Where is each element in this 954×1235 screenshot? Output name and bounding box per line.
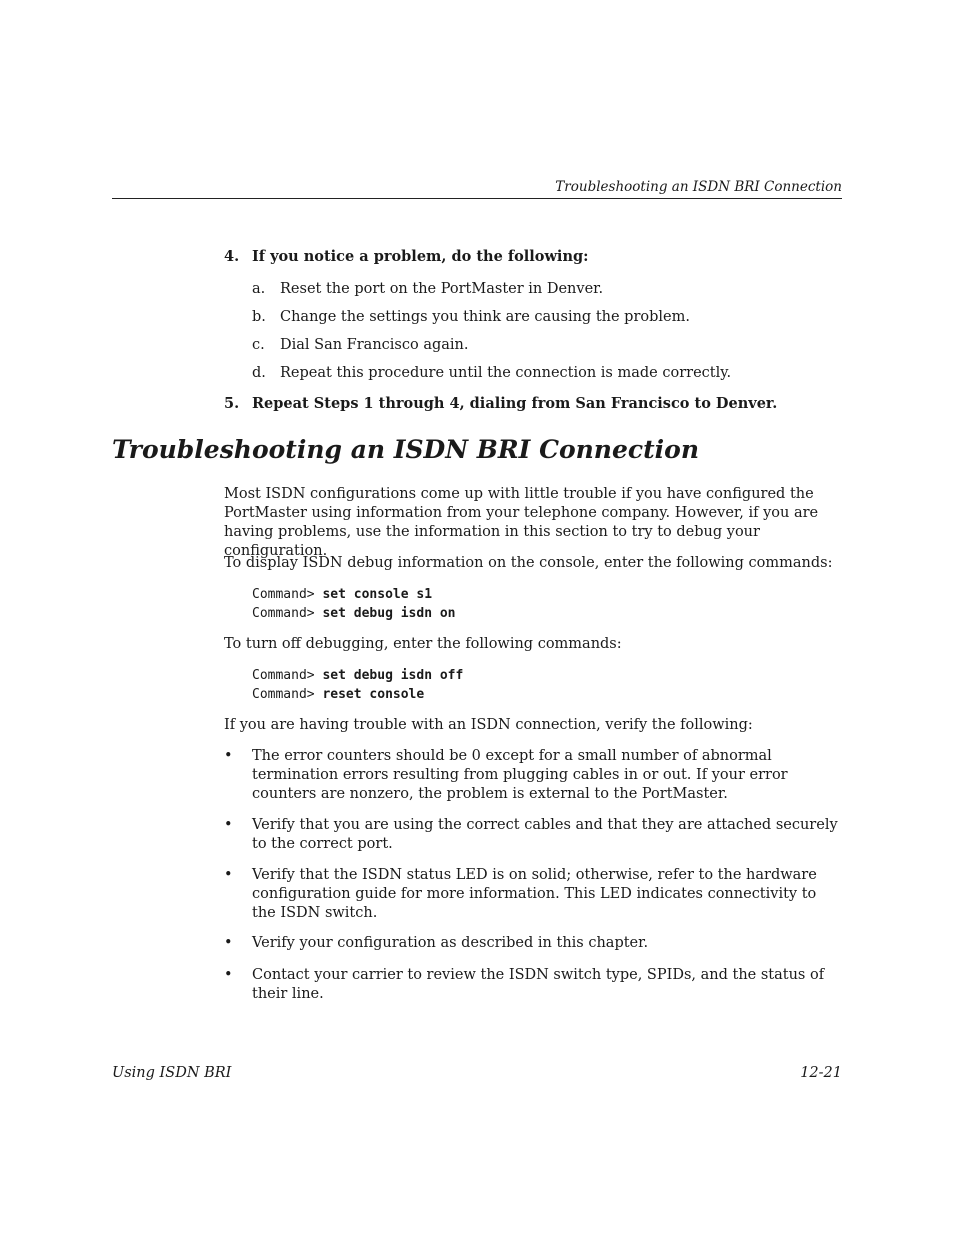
bullet-icon: •	[224, 748, 233, 764]
list-item	[224, 816, 844, 854]
list-item	[224, 934, 844, 953]
code-line	[252, 585, 432, 604]
substep-letter: d.	[252, 365, 266, 381]
list-item-text: Contact your carrier to review the ISDN switch type, SPIDs, and the status of their line.	[252, 967, 825, 1002]
step-text: Repeat Steps 1 through 4, dialing from San Francisco to Denver.	[252, 395, 778, 412]
step-text: If you notice a problem, do the following:	[252, 248, 589, 265]
bullet-icon: •	[224, 967, 233, 983]
command-prompt: Command>	[252, 606, 315, 621]
command-text: reset console	[322, 687, 425, 702]
debug-off-paragraph: To turn off debugging, enter the following commands:	[224, 636, 622, 652]
command-prompt: Command>	[252, 587, 315, 602]
substep-a	[252, 280, 603, 298]
substep-letter: a.	[252, 281, 266, 297]
substep-text: Change the settings you think are causing the problem.	[280, 309, 690, 325]
list-item-text: The error counters should be 0 except for a small number of abnormal termination errors resulting from plugging cables in or out. If your error counters are nonzero, the problem is external to the PortMaster.	[252, 748, 788, 802]
bullet-icon: •	[224, 817, 233, 833]
substep-letter: c.	[252, 337, 265, 353]
code-line	[252, 666, 463, 685]
substep-text: Dial San Francisco again.	[280, 337, 469, 353]
list-item-text: Verify that you are using the correct cables and that they are attached securely to the correct port.	[252, 817, 838, 852]
bullet-icon: •	[224, 935, 233, 951]
command-text: set console s1	[322, 587, 433, 602]
step-5	[224, 395, 777, 413]
substep-b	[252, 308, 690, 326]
list-item-text: Verify that the ISDN status LED is on solid; otherwise, refer to the hardware configuration guide for more information. This LED indicates connectivity to the ISDN switch.	[252, 867, 817, 921]
substep-letter: b.	[252, 309, 266, 325]
list-item	[224, 747, 844, 804]
substep-text: Repeat this procedure until the connection is made correctly.	[280, 365, 732, 381]
substep-text: Reset the port on the PortMaster in Denver.	[280, 281, 604, 297]
bullet-icon: •	[224, 867, 233, 883]
command-text: set debug isdn on	[322, 606, 456, 621]
footer-page-number: 12-21	[800, 1065, 842, 1081]
step-number: 4.	[224, 248, 240, 265]
step-number: 5.	[224, 395, 240, 412]
command-text: set debug isdn off	[322, 668, 464, 683]
command-prompt: Command>	[252, 687, 315, 702]
code-line	[252, 685, 424, 704]
command-prompt: Command>	[252, 668, 315, 683]
list-item	[224, 966, 844, 1004]
intro-paragraph: Most ISDN configurations come up with little trouble if you have configured the PortMaster using information from your telephone company. However, if you are having problems, use the information in this section to try to debug your configuration.	[224, 486, 819, 559]
substep-d	[252, 364, 731, 382]
section-title: Troubleshooting an ISDN BRI Connection	[112, 435, 700, 464]
debug-on-paragraph: To display ISDN debug information on the console, enter the following commands:	[224, 555, 833, 571]
footer-book-title: Using ISDN BRI	[112, 1065, 232, 1081]
list-item-text: Verify your configuration as described in this chapter.	[252, 935, 649, 951]
verify-paragraph: If you are having trouble with an ISDN connection, verify the following:	[224, 717, 753, 733]
step-4	[224, 248, 588, 266]
code-line	[252, 604, 456, 623]
substep-c	[252, 336, 468, 354]
running-header: Troubleshooting an ISDN BRI Connection	[555, 179, 842, 195]
header-rule	[112, 198, 842, 199]
list-item	[224, 866, 844, 923]
